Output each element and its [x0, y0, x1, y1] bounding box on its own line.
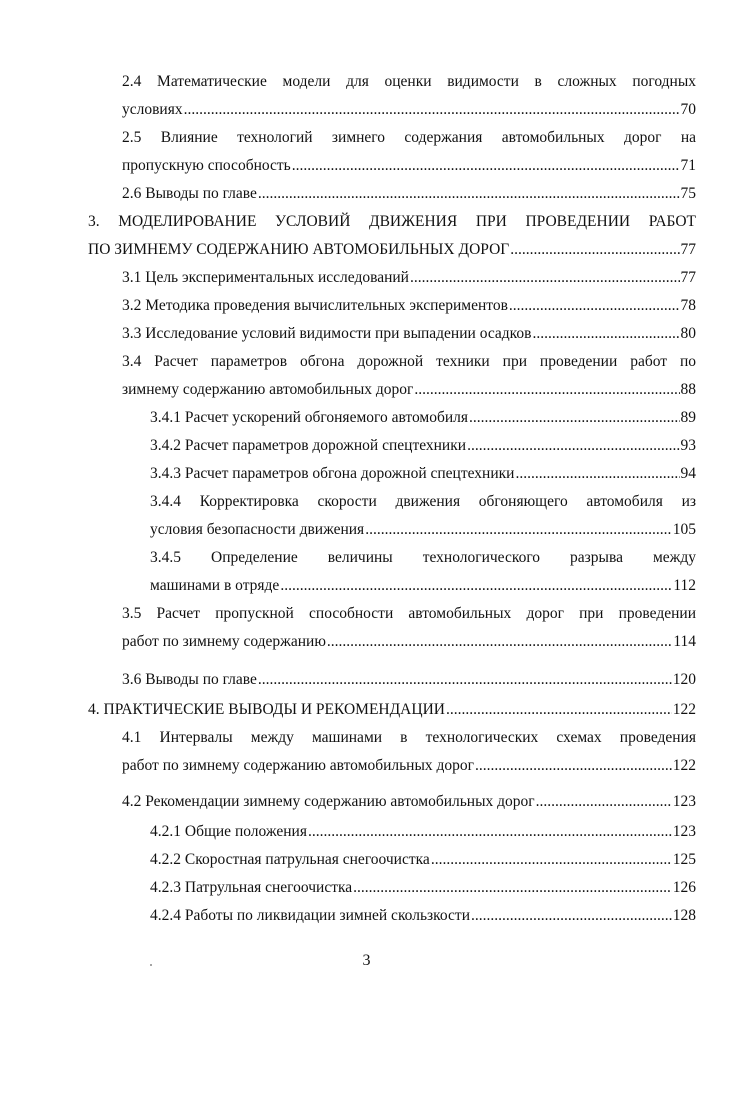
leader-dots: [410, 268, 680, 288]
leader-dots: [467, 436, 679, 456]
toc-entry-text: 3.4.3 Расчет параметров обгона дорожной спецтехники: [150, 465, 515, 482]
toc-entry-text: 4.2.3 Патрульная снегоочистка: [150, 879, 353, 896]
toc-entry-2-4: [122, 64, 696, 120]
toc-page-number: 114: [673, 633, 696, 650]
toc-page-number: 70: [680, 101, 696, 118]
toc-entry-text: 3.1 Цель экспериментальных исследований: [122, 269, 409, 286]
toc-entry-text: условия безопасности движения: [150, 521, 365, 538]
toc-entry-chapter-3: [88, 204, 696, 260]
toc-entry-text: работ по зимнему содержанию: [122, 633, 326, 650]
toc-entry-3-5: [122, 596, 696, 652]
toc-entry-text: 3.5 Расчет пропускной способности автомобильных дорог при проведении: [122, 605, 696, 622]
toc-entry-chapter-4: [88, 692, 696, 720]
leader-dots: [475, 756, 672, 776]
leader-dots: [308, 822, 672, 842]
toc-entry-text: 3.2 Методика проведения вычислительных экспериментов: [122, 297, 508, 314]
toc-entry-3-3: [122, 316, 696, 344]
toc-entry-3-4-5: [150, 540, 696, 596]
leader-dots: [292, 156, 680, 176]
page-number: 3: [362, 952, 371, 969]
toc-entry-4-2-3: [150, 870, 696, 898]
toc-entry-text: 4.2 Рекомендации зимнему содержанию автомобильных дорог: [122, 793, 535, 810]
leader-dots: [184, 100, 680, 120]
toc-page-number: 93: [680, 437, 696, 454]
leader-dots: [510, 240, 679, 260]
toc-entry-3-6: [122, 662, 696, 690]
leader-dots: [469, 408, 679, 428]
toc-page-number: 75: [680, 185, 696, 202]
toc-entry-4-1: [122, 720, 696, 776]
leader-dots: [515, 464, 679, 484]
toc-page-number: 71: [680, 157, 696, 174]
toc-page-number: 123: [672, 793, 696, 810]
toc-entry-3-4-4: [150, 484, 696, 540]
leader-dots: [258, 670, 672, 690]
toc-entry-4-2: [122, 784, 696, 812]
toc-entry-3-1: [122, 260, 696, 288]
toc-entry-text: 4. ПРАКТИЧЕСКИЕ ВЫВОДЫ И РЕКОМЕНДАЦИИ: [88, 701, 445, 718]
toc-page-number: 112: [673, 577, 696, 594]
toc-page-number: 78: [680, 297, 696, 314]
toc-entry-text: 3.6 Выводы по главе: [122, 671, 257, 688]
toc-entry-text: 4.2.4 Работы по ликвидации зимней скользкости: [150, 907, 470, 924]
toc-page-number: 125: [672, 851, 696, 868]
toc-entry-3-4-3: [150, 456, 696, 484]
toc-entry-text: 2.6 Выводы по главе: [122, 185, 257, 202]
toc-page-number: 105: [672, 521, 696, 538]
leader-dots: [471, 906, 672, 926]
toc-page-number: 122: [672, 757, 696, 774]
toc-entry-text: условиях: [122, 101, 183, 118]
toc-entry-text: зимнему содержанию автомобильных дорог: [122, 381, 414, 398]
toc-entry-3-4-2: [150, 428, 696, 456]
toc-entry-2-6: [122, 176, 696, 204]
leader-dots: [446, 700, 672, 720]
toc-entry-text: 2.5 Влияние технологий зимнего содержания автомобильных дорог на: [122, 129, 696, 146]
toc-entry-4-2-2: [150, 842, 696, 870]
toc-entry-2-5: [122, 120, 696, 176]
toc-page-number: 120: [672, 671, 696, 688]
toc-entry-text: 3.4.2 Расчет параметров дорожной спецтехники: [150, 437, 467, 454]
toc-page-number: 89: [680, 409, 696, 426]
toc-entry-text: 4.1 Интервалы между машинами в технологических схемах проведения: [122, 729, 696, 746]
toc-page-number: 94: [680, 465, 696, 482]
toc-entry-4-2-1: [150, 814, 696, 842]
toc-page-number: 77: [680, 241, 696, 258]
leader-dots: [414, 380, 679, 400]
toc-entry-text: 4.2.2 Скоростная патрульная снегоочистка: [150, 851, 430, 868]
toc-page-number: 77: [680, 269, 696, 286]
leader-dots: [365, 520, 672, 540]
toc-page-number: 126: [672, 879, 696, 896]
leader-dots: [258, 184, 680, 204]
toc-entry-text: 4.2.1 Общие положения: [150, 823, 307, 840]
toc-entry-text: машинами в отряде: [150, 577, 280, 594]
toc-page-number: 122: [672, 701, 696, 718]
leader-dots: [280, 576, 672, 596]
toc-entry-text: 3. МОДЕЛИРОВАНИЕ УСЛОВИЙ ДВИЖЕНИЯ ПРИ ПРОВЕДЕНИИ РАБОТ: [88, 213, 696, 230]
toc-page-number: 88: [680, 381, 696, 398]
toc-page-number: 80: [680, 325, 696, 342]
toc-entry-4-2-4: [150, 898, 696, 926]
leader-dots: [431, 850, 672, 870]
toc-entry-3-4-1: [150, 400, 696, 428]
toc-entry-text: 3.4 Расчет параметров обгона дорожной техники при проведении работ по: [122, 353, 696, 370]
leader-dots: [509, 296, 680, 316]
toc-entry-text: 3.4.5 Определение величины технологического разрыва между: [150, 549, 696, 566]
leader-dots: [353, 878, 672, 898]
toc-entry-text: 2.4 Математические модели для оценки видимости в сложных погодных: [122, 73, 696, 90]
toc-page-number: 123: [672, 823, 696, 840]
toc-entry-text: 3.4.4 Корректировка скорости движения обгоняющего автомобиля из: [150, 493, 696, 510]
toc-entry-3-2: [122, 288, 696, 316]
toc-entry-text: 3.3 Исследование условий видимости при выпадении осадков: [122, 325, 532, 342]
leader-dots: [532, 324, 679, 344]
toc-page-number: 128: [672, 907, 696, 924]
toc-entry-text: работ по зимнему содержанию автомобильных дорог: [122, 757, 475, 774]
toc-entry-3-4: [122, 344, 696, 400]
toc-entry-text: пропускную способность: [122, 157, 291, 174]
toc-entry-text: 3.4.1 Расчет ускорений обгоняемого автомобиля: [150, 409, 469, 426]
toc-entry-text: ПО ЗИМНЕМУ СОДЕРЖАНИЮ АВТОМОБИЛЬНЫХ ДОРОГ: [88, 241, 510, 258]
leader-dots: [536, 792, 672, 812]
leader-dots: [327, 632, 672, 652]
